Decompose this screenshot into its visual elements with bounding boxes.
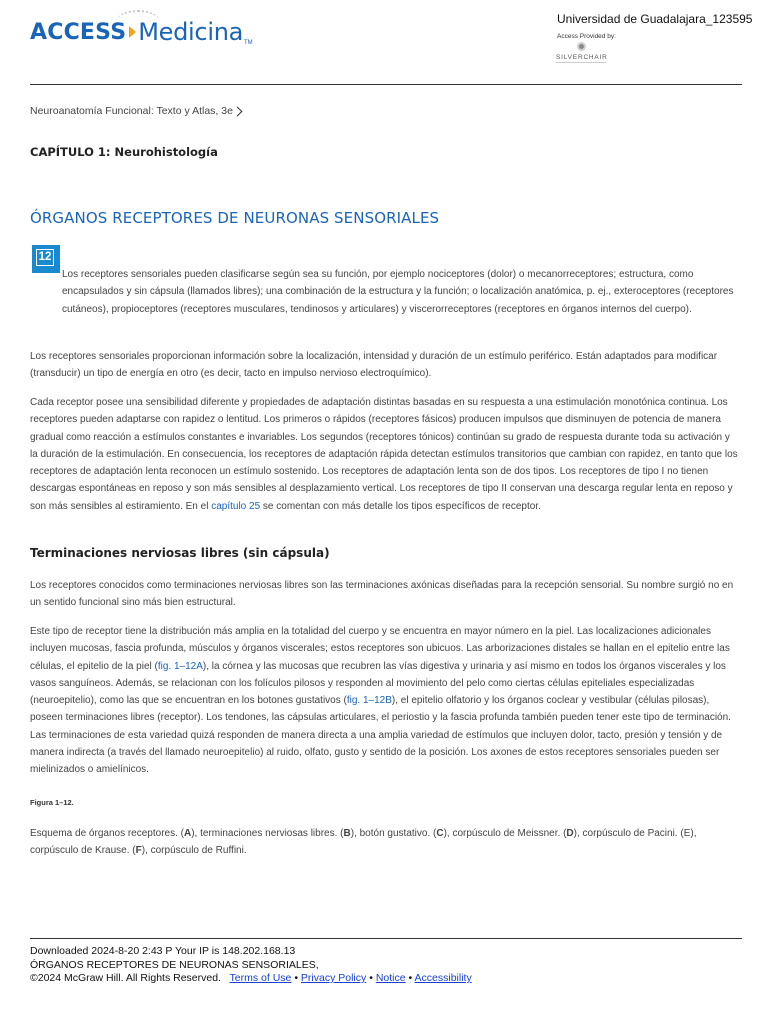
breadcrumb bbox=[30, 105, 241, 117]
logo-trademark: TM bbox=[244, 40, 253, 46]
terms-of-use-link[interactable]: Terms of Use bbox=[229, 972, 292, 984]
caption-letter: C bbox=[436, 828, 444, 839]
caption-text: ), terminaciones nerviosas libres. ( bbox=[191, 828, 344, 839]
badge-number: 12 bbox=[36, 249, 54, 266]
footer-section-title: ÓRGANOS RECEPTORES DE NEURONAS SENSORIALES, bbox=[30, 958, 319, 971]
caption-letter: B bbox=[343, 828, 351, 839]
chevron-right-icon bbox=[232, 106, 242, 116]
paragraph-text: se comentan con más detalle los tipos específicos de receptor. bbox=[260, 500, 541, 512]
header-divider bbox=[30, 84, 742, 85]
notice-link[interactable]: Notice bbox=[375, 972, 406, 984]
chapter-25-link[interactable]: capítulo 25 bbox=[211, 500, 261, 512]
access-provided-by-label: Access Provided by: bbox=[557, 33, 616, 40]
section-title: ÓRGANOS RECEPTORES DE NEURONAS SENSORIALES bbox=[30, 209, 440, 227]
privacy-policy-link[interactable]: Privacy Policy bbox=[300, 972, 367, 984]
caption-text: ), botón gustativo. ( bbox=[350, 828, 437, 839]
section-paragraph-1: Los receptores sensoriales pueden clasificarse según sea su función, por ejemplo nociceptores (dolor) o mecanorreceptores; estructura, como encapsulados y sin cápsula (llamados libres); una combinación de la estructura y la función; o localización anatómica, p. ej., exteroceptores (receptores cutáneos), propioceptores (receptores musculares, tendinosos y articulares) y viscerorreceptores (receptores en órganos internos del cuerpo). bbox=[62, 269, 734, 315]
copyright-text: ©2024 McGraw Hill. All Rights Reserved. bbox=[30, 972, 221, 984]
caption-letter: A bbox=[183, 828, 192, 839]
footer-separator: • bbox=[408, 972, 413, 984]
footer-divider bbox=[30, 938, 742, 939]
logo-access-text: ACCESS bbox=[30, 19, 127, 45]
provider-name: SILVERCHAIR bbox=[556, 54, 608, 61]
subsection-paragraph-2 bbox=[30, 623, 738, 779]
accessibility-link[interactable]: Accessibility bbox=[414, 972, 472, 984]
figure-1-12b-link[interactable]: fig. 1–12B bbox=[346, 695, 392, 707]
download-info: Downloaded 2024-8-20 2:43 P Your IP is 148.202.168.13 bbox=[30, 945, 296, 957]
paragraph-text: ), la córnea y las mucosas que recubren las vías digestiva y urinaria y así mismo en todos los órganos viscerales y los vasos sanguíneos. Además, se relacionan con los folículos pilosos y responden al movimiento del pelo como ciertas células epiteliales especializadas (neuroepitelio), como las que se encuentran en los botones gustativos ( bbox=[30, 660, 726, 707]
accessmedicina-logo[interactable] bbox=[30, 14, 253, 50]
institution-name: Universidad de Guadalajara_123595 bbox=[557, 12, 753, 26]
chapter-title: CAPÍTULO 1: Neurohistología bbox=[30, 145, 218, 159]
provider-underline bbox=[556, 62, 606, 63]
silverchair-logo-icon bbox=[577, 42, 586, 51]
footer-separator: • bbox=[294, 972, 298, 984]
caption-text: ), corpúsculo de Ruffini. bbox=[141, 845, 247, 857]
caption-letter: F bbox=[135, 845, 142, 857]
page-header bbox=[0, 0, 768, 86]
figure-1-12a-link[interactable]: fig. 1–12A bbox=[157, 660, 203, 672]
section-paragraph-2: Los receptores sensoriales proporcionan información sobre la localización, intensidad y duración de un estímulo periférico. Están adaptados para modificar (transducir) un tipo de energía en otro (es decir, tacto en impulso nervioso electroquímico). bbox=[30, 351, 718, 380]
paragraph-text: Este tipo de receptor tiene la distribución más amplia en la totalidad del cuerpo y se encuentra en mayor número en la piel. Las localizaciones adicionales incluyen mucosas, fascia profunda, músculos y órganos viscerales; estos receptores son ubicuos. Las arborizaciones distales se hallan en el epitelio entre las células, el epitelio de la piel ( bbox=[30, 626, 730, 672]
footer-separator: • bbox=[369, 972, 373, 984]
logo-swirl-decoration bbox=[116, 10, 160, 34]
paragraph-text: ), el epitelio olfatorio y los órganos coclear y vestibular (células pilosas), poseen terminaciones libres (receptor). Los tendones, las cápsulas articulares, el periostio y la fascia profunda también pueden tener este tipo de terminación. Las terminaciones de esta variedad quizá responden de manera directa a una amplia variedad de estímulos que incluyen dolor, tacto, presión y tensión y de manera indirecta (a través del llamado neuroepitelio) al ruido, olfato, gusto y sentido de la posición. Los axones de estos receptores sensoriales pueden ser mielinizados o amielínicos. bbox=[30, 695, 731, 776]
figure-caption bbox=[30, 825, 738, 860]
logo-medicina-text: Medicina bbox=[138, 18, 244, 46]
footer-legal-line bbox=[30, 972, 472, 986]
subsection-title: Terminaciones nerviosas libres (sin cápsula) bbox=[30, 546, 330, 560]
breadcrumb-book-link[interactable]: Neuroanatomía Funcional: Texto y Atlas, 3e bbox=[30, 105, 233, 117]
caption-letter: D bbox=[566, 828, 574, 839]
caption-text: Esquema de órganos receptores. ( bbox=[30, 828, 184, 839]
figure-label: Figura 1–12. bbox=[30, 798, 74, 807]
caption-text: ), corpúsculo de Pacini. (E), corpúsculo de Krause. ( bbox=[30, 828, 697, 857]
page-footer bbox=[30, 945, 472, 986]
section-paragraph-3 bbox=[30, 394, 738, 515]
paragraph-text: Cada receptor posee una sensibilidad diferente y propiedades de adaptación distintas basadas en su respuesta a una estimulación monotónica continua. Los receptores pueden adaptarse con rapidez o lentitud. Los primeros o rápidos (receptores fásicos) producen impulsos que disminuyen de potencia de manera gradual como reacción a estímulos constantes e invariables. Los segundos (receptores tónicos) continúan su grado de respuesta durante toda su activación y la duración de la estimulación. En consecuencia, los receptores de adaptación rápida detectan estímulos transitorios que cambian con rapidez, en tanto que los receptores de adaptación lenta reconocen un estímulo sostenido. Los receptores de adaptación lenta son de dos tipos. Los receptores de tipo I no tienen descargas espontáneas en reposo y son más sensibles al desplazamiento vertical. Los receptores de tipo II conservan una descarga regular lenta en reposo y son más sensibles al estiramiento. En el bbox=[30, 397, 738, 512]
caption-text: ), corpúsculo de Meissner. ( bbox=[443, 828, 567, 839]
subsection-paragraph-1: Los receptores conocidos como terminaciones nerviosas libres son las terminaciones axónicas diseñadas para la recepción sensorial. Su nombre surgió no en un sentido funcional sino más bien estructural. bbox=[30, 580, 734, 609]
